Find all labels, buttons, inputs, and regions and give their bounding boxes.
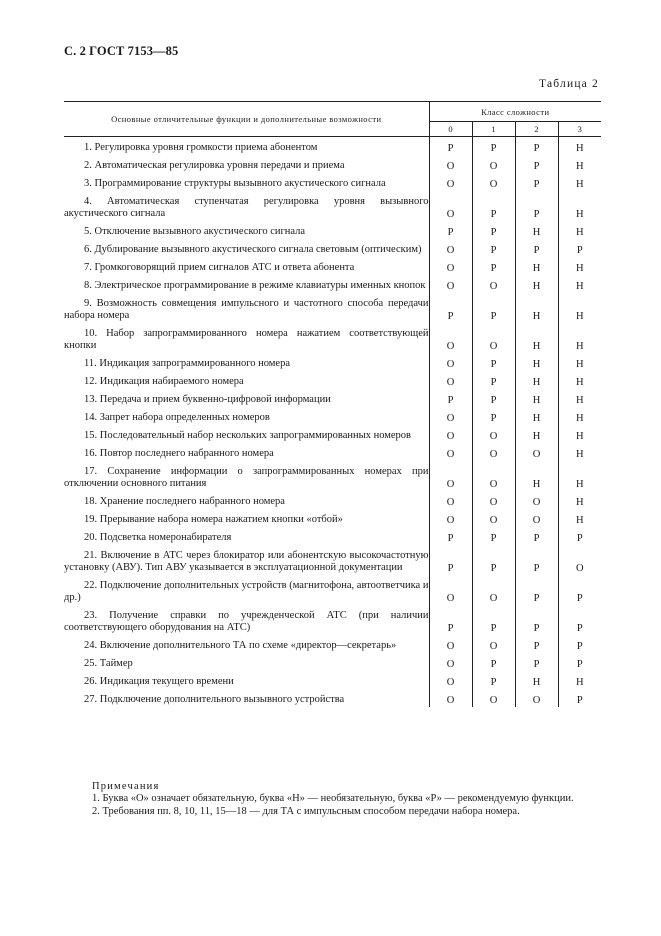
class-value-cell: Н: [575, 515, 584, 526]
class-value-cell: Р: [472, 605, 515, 635]
class-value-cell: Р: [429, 545, 472, 575]
function-text: 20. Подсветка номеронабирателя: [84, 532, 232, 543]
class-value-cell: О: [429, 257, 472, 275]
class-value-cell: Р: [429, 221, 472, 239]
class-value-cell: О: [515, 491, 558, 509]
class-value-cell: О: [472, 635, 515, 653]
class-value-cell: Н: [575, 479, 584, 490]
class-value-cell: Н: [575, 281, 584, 292]
class-value-cell: Р: [472, 221, 515, 239]
class-value-cell: Р: [515, 575, 558, 605]
class-value-cell: О: [429, 671, 472, 689]
class-value-cell: О: [429, 491, 472, 509]
class-value-cell: О: [429, 689, 472, 707]
class-value-cell: Н: [515, 221, 558, 239]
function-cell: [64, 545, 429, 575]
class-value-cell: Н: [515, 323, 558, 353]
class-value-cell: Н: [575, 227, 584, 238]
function-text: 5. Отключение вызывного акустического сигнала: [84, 226, 306, 237]
function-cell: [64, 671, 429, 689]
class-value-cell: О: [472, 323, 515, 353]
function-cell: [64, 221, 429, 239]
class-value-cell: Н: [515, 461, 558, 491]
function-cell: [64, 605, 429, 635]
class-value-cell: Р: [472, 293, 515, 323]
class-value-cell: Р: [472, 353, 515, 371]
table-row: [64, 545, 601, 575]
table-row: [64, 275, 601, 293]
function-text: 14. Запрет набора определенных номеров: [84, 412, 270, 423]
class-value-cell: О: [515, 443, 558, 461]
function-cell: [64, 635, 429, 653]
class-value-cell: О: [429, 461, 472, 491]
class-value-cell: Р: [472, 671, 515, 689]
class-value-cell: Р: [515, 605, 558, 635]
class-value-cell: Р: [515, 653, 558, 671]
table-row: [64, 221, 601, 239]
function-cell: [64, 257, 429, 275]
table-row: [64, 575, 601, 605]
class-value-cell: О: [429, 275, 472, 293]
class-number-header: 3: [558, 122, 601, 137]
class-value-cell: Н: [575, 431, 584, 442]
class-value-cell: Н: [575, 395, 584, 406]
table-row: [64, 155, 601, 173]
class-value-cell: О: [472, 155, 515, 173]
class-value-cell: Р: [472, 389, 515, 407]
class-value-cell: О: [429, 425, 472, 443]
class-value-cell: О: [429, 191, 472, 221]
table-row: [64, 671, 601, 689]
function-cell: [64, 527, 429, 545]
class-value-cell: Р: [576, 245, 583, 256]
function-cell: [64, 155, 429, 173]
class-value-cell: Р: [472, 545, 515, 575]
class-value-cell: Р: [472, 239, 515, 257]
table-row: [64, 137, 601, 156]
function-cell: [64, 425, 429, 443]
function-text: 7. Громкоговорящий прием сигналов АТС и ответа абонента: [84, 262, 355, 273]
class-value-cell: Н: [575, 677, 584, 688]
class-value-cell: О: [429, 443, 472, 461]
function-text: 6. Дублирование вызывного акустического сигнала световым (оптическим): [84, 244, 422, 255]
class-value-cell: О: [429, 635, 472, 653]
class-value-cell: Р: [576, 659, 583, 670]
table-row: [64, 509, 601, 527]
function-cell: [64, 689, 429, 707]
class-value-cell: Р: [576, 641, 583, 652]
class-value-cell: Н: [515, 275, 558, 293]
class-value-cell: О: [429, 173, 472, 191]
class-number-header: 1: [472, 122, 515, 137]
class-value-cell: Н: [575, 311, 584, 322]
function-cell: [64, 653, 429, 671]
function-cell: [64, 407, 429, 425]
class-value-cell: О: [429, 323, 472, 353]
function-cell: [64, 509, 429, 527]
class-value-cell: Р: [429, 605, 472, 635]
function-text: 11. Индикация запрограммированного номера: [84, 358, 291, 369]
class-value-cell: О: [429, 371, 472, 389]
class-value-cell: Р: [472, 653, 515, 671]
function-cell: [64, 275, 429, 293]
function-text: 12. Индикация набираемого номера: [84, 376, 244, 387]
class-value-cell: О: [472, 173, 515, 191]
class-value-cell: О: [575, 563, 584, 574]
class-value-cell: Р: [429, 137, 472, 156]
function-text: 13. Передача и прием буквенно-цифровой информации: [84, 394, 331, 405]
table-row: [64, 173, 601, 191]
class-value-cell: Н: [575, 341, 584, 352]
class-value-cell: О: [429, 353, 472, 371]
function-text: 9. Возможность совмещения импульсного и частотного способа передачи набора номера: [64, 298, 429, 321]
class-value-cell: О: [472, 425, 515, 443]
table-row: [64, 323, 601, 353]
class-value-cell: Р: [515, 545, 558, 575]
function-text: 16. Повтор последнего набранного номера: [84, 448, 274, 459]
class-value-cell: Н: [515, 371, 558, 389]
class-value-cell: Н: [575, 209, 584, 220]
class-value-cell: Н: [515, 389, 558, 407]
function-cell: [64, 443, 429, 461]
function-cell: [64, 353, 429, 371]
class-value-cell: О: [429, 407, 472, 425]
class-value-cell: Н: [575, 497, 584, 508]
table-label: Таблица 2: [539, 78, 599, 90]
requirements-table: [64, 101, 601, 707]
class-value-cell: Р: [515, 173, 558, 191]
class-value-cell: Н: [575, 449, 584, 460]
note-item: 1. Буква «О» означает обязательную, буква «Н» — необязательную, буква «Р» — рекомендуемую функции.: [92, 793, 574, 804]
class-value-cell: Н: [575, 161, 584, 172]
table-row: [64, 191, 601, 221]
class-value-cell: О: [472, 461, 515, 491]
class-value-cell: Н: [575, 359, 584, 370]
functions-column-header: Основные отличительные функции и дополнительные возможности: [64, 102, 429, 137]
class-value-cell: О: [429, 239, 472, 257]
class-value-cell: Р: [429, 527, 472, 545]
class-value-cell: Р: [429, 389, 472, 407]
class-value-cell: О: [472, 275, 515, 293]
function-text: 25. Таймер: [84, 658, 133, 669]
class-value-cell: Н: [515, 293, 558, 323]
table-row: [64, 239, 601, 257]
class-value-cell: О: [472, 443, 515, 461]
class-value-cell: Н: [515, 353, 558, 371]
class-value-cell: Н: [575, 179, 584, 190]
class-value-cell: О: [429, 575, 472, 605]
class-value-cell: Р: [515, 239, 558, 257]
table-row: [64, 689, 601, 707]
class-value-cell: Р: [472, 191, 515, 221]
table-row: [64, 653, 601, 671]
table-row: [64, 461, 601, 491]
notes-section: [92, 781, 574, 818]
function-cell: [64, 239, 429, 257]
class-value-cell: Р: [576, 593, 583, 604]
class-value-cell: Н: [575, 263, 584, 274]
function-text: 2. Автоматическая регулировка уровня передачи и приема: [84, 160, 345, 171]
class-value-cell: О: [472, 689, 515, 707]
function-text: 3. Программирование структуры вызывного акустического сигнала: [84, 178, 386, 189]
class-value-cell: Р: [576, 695, 583, 706]
class-column-header: Класс сложности: [429, 102, 601, 122]
function-text: 19. Прерывание набора номера нажатием кнопки «отбой»: [84, 514, 343, 525]
function-text: 15. Последовательный набор нескольких запрограммированных номеров: [84, 430, 412, 441]
function-cell: [64, 137, 429, 156]
table-row: [64, 605, 601, 635]
function-cell: [64, 173, 429, 191]
table-row: [64, 389, 601, 407]
class-value-cell: Н: [515, 407, 558, 425]
class-value-cell: Р: [515, 137, 558, 156]
function-cell: [64, 389, 429, 407]
function-cell: [64, 371, 429, 389]
function-text: 10. Набор запрограммированного номера нажатием соответствующей кнопки: [64, 328, 429, 351]
class-value-cell: Р: [576, 623, 583, 634]
class-value-cell: О: [472, 509, 515, 527]
function-text: 4. Автоматическая ступенчатая регулировка уровня вызывного акустического сигнала: [64, 196, 429, 219]
table-row: [64, 371, 601, 389]
class-value-cell: Н: [575, 413, 584, 424]
class-value-cell: О: [429, 509, 472, 527]
table-row: [64, 407, 601, 425]
table-row: [64, 353, 601, 371]
table-row: [64, 257, 601, 275]
function-cell: [64, 293, 429, 323]
class-value-cell: Р: [429, 293, 472, 323]
class-value-cell: О: [472, 575, 515, 605]
class-value-cell: Н: [575, 377, 584, 388]
function-text: 18. Хранение последнего набранного номера: [84, 496, 285, 507]
class-value-cell: О: [429, 653, 472, 671]
notes-title: Примечания: [92, 781, 160, 792]
function-text: 22. Подключение дополнительных устройств (магнитофона, автоответчика и др.): [64, 580, 429, 603]
class-value-cell: Р: [472, 371, 515, 389]
class-value-cell: Р: [515, 155, 558, 173]
function-text: 1. Регулировка уровня громкости приема абонентом: [84, 142, 318, 153]
function-text: 8. Электрическое программирование в режиме клавиатуры именных кнопок: [84, 280, 426, 291]
function-text: 26. Индикация текущего времени: [84, 676, 234, 687]
class-value-cell: Н: [515, 671, 558, 689]
table-row: [64, 293, 601, 323]
class-value-cell: Н: [515, 257, 558, 275]
class-value-cell: Р: [472, 137, 515, 156]
class-value-cell: Р: [515, 527, 558, 545]
function-cell: [64, 323, 429, 353]
table-row: [64, 425, 601, 443]
class-value-cell: Н: [575, 143, 584, 154]
class-value-cell: О: [515, 689, 558, 707]
table-row: [64, 491, 601, 509]
function-cell: [64, 461, 429, 491]
class-value-cell: Н: [515, 425, 558, 443]
table-row: [64, 527, 601, 545]
function-cell: [64, 491, 429, 509]
function-text: 24. Включение дополнительного ТА по схеме «директор—секретарь»: [84, 640, 397, 651]
class-value-cell: Р: [472, 527, 515, 545]
class-value-cell: О: [472, 491, 515, 509]
class-value-cell: О: [515, 509, 558, 527]
class-value-cell: Р: [515, 191, 558, 221]
function-cell: [64, 191, 429, 221]
function-text: 27. Подключение дополнительного вызывного устройства: [84, 694, 345, 705]
function-text: 21. Включение в АТС через блокиратор или абонентскую высокочастотную установку (АВУ). Тип АВУ указывается в эксплуатационной документации: [64, 550, 429, 573]
class-value-cell: Р: [515, 635, 558, 653]
function-text: 23. Получение справки по учрежденческой АТС (при наличии соответствующего оборудования на АТС): [64, 610, 429, 633]
note-item: 2. Требования пп. 8, 10, 11, 15—18 — для ТА с импульсным способом передачи набора номера.: [92, 805, 520, 817]
class-value-cell: О: [429, 155, 472, 173]
class-value-cell: Р: [576, 533, 583, 544]
function-cell: [64, 575, 429, 605]
table-row: [64, 443, 601, 461]
class-number-header: 0: [429, 122, 472, 137]
class-value-cell: Р: [472, 407, 515, 425]
page-header: С. 2 ГОСТ 7153—85: [64, 44, 179, 58]
table-row: [64, 635, 601, 653]
class-value-cell: Р: [472, 257, 515, 275]
function-text: 17. Сохранение информации о запрограммированных номерах при отключении основного питания: [64, 466, 429, 489]
class-number-header: 2: [515, 122, 558, 137]
